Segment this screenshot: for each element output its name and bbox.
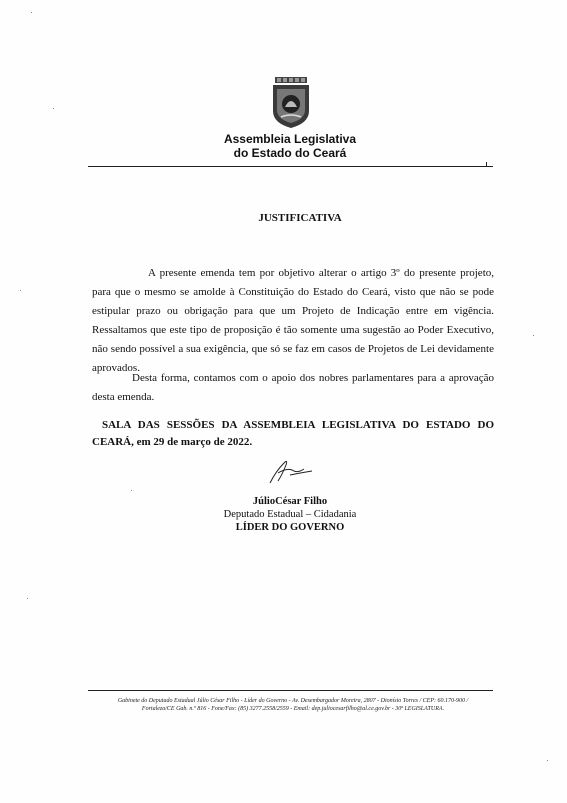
signer-leadership: LÍDER DO GOVERNO [235, 522, 345, 533]
scan-speck [533, 335, 534, 336]
footer-address [92, 697, 494, 713]
document-title: JUSTIFICATIVA [258, 212, 342, 224]
handwritten-signature [264, 457, 324, 487]
scan-speck [53, 108, 54, 109]
footer-divider [88, 690, 493, 691]
header-divider-tick [486, 162, 487, 167]
signer-name: JúlioCésar Filho [252, 496, 328, 507]
footer-line-2: Fortaleza/CE Gab. n.º 816 - Fone/Fax: (85) 3277.2558/2559 - Email: dep.juliocesarfilho@al.ce.gov.br - 30ª LEGISLATURA. [141, 706, 445, 712]
scan-speck [547, 760, 548, 761]
scan-speck [20, 290, 21, 291]
org-name-line1: Assembleia Legislativa [223, 132, 357, 146]
scan-speck [31, 12, 32, 13]
session-closing: SALA DAS SESSÕES DA ASSEMBLEIA LEGISLATIVA DO ESTADO DO CEARÁ, em 29 de março de 2022. [92, 419, 494, 448]
signer-role: Deputado Estadual – Cidadania [223, 509, 357, 520]
header-divider [88, 166, 493, 167]
justification-paragraph-2: Desta forma, contamos com o apoio dos nobres parlamentares para a aprovação desta emenda. [92, 372, 494, 403]
justification-paragraph-1: A presente emenda tem por objetivo alterar o artigo 3º do presente projeto, para que o mesmo se amolde à Constituição do Estado do Ceará, visto que não se pode estipular prazo ou obrigação para que um Projeto de Indicação entre em vigência. Ressaltamos que este tipo de proposição é tão somente uma sugestão ao Poder Executivo, não sendo possível a sua exigência, que só se faz em casos de Projetos de Lei devidamente aprovados. [92, 267, 494, 374]
scan-speck [131, 490, 132, 491]
footer-line-1: Gabinete do Deputado Estadual Júlio César Filho - Líder do Governo - Av. Desembargador Moreira, 2807 - Dionísio Torres / CEP: 60.170-900 / [117, 698, 469, 704]
ceara-assembly-seal-icon [271, 77, 311, 129]
org-name-line2: do Estado do Ceará [233, 146, 347, 160]
scan-speck [27, 598, 28, 599]
